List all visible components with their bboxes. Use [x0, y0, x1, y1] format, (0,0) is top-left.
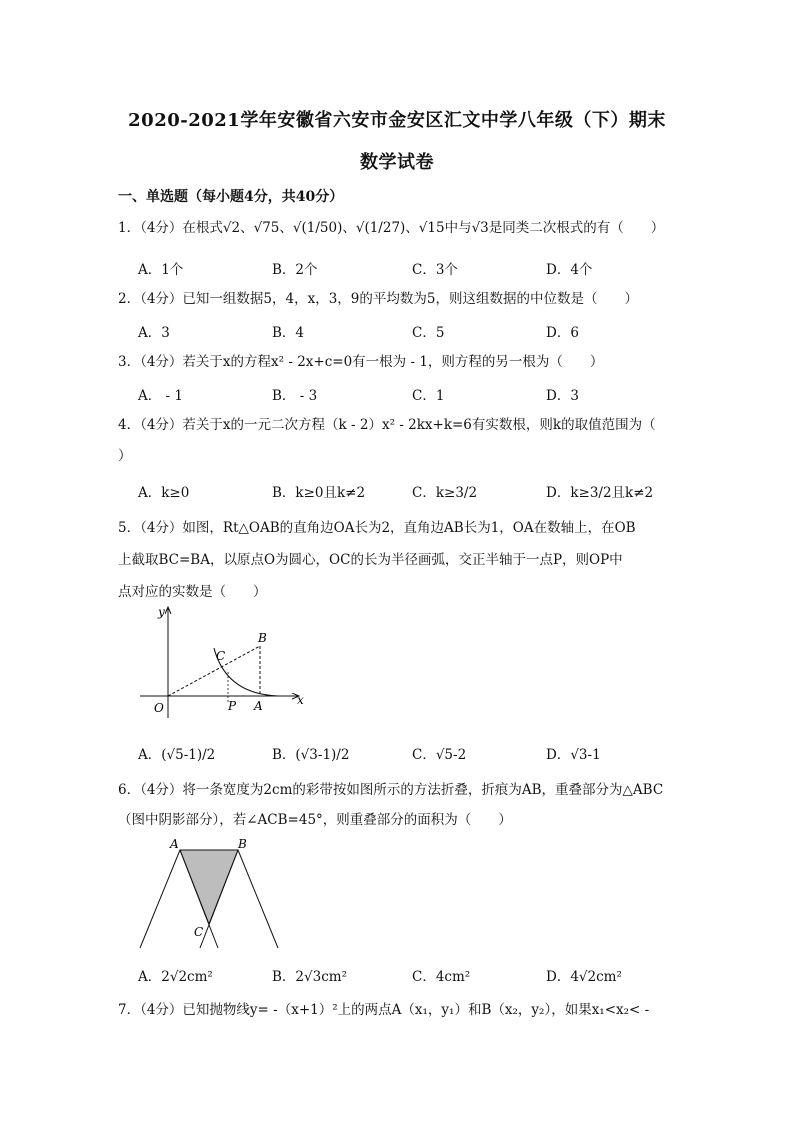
- question-2: 2．（4分）已知一组数据5，4，x，3，9的平均数为5，则这组数据的中位数是（ ）: [118, 291, 638, 307]
- exam-title-line1: 2020-2021学年安徽省六安市金安区汇文中学八年级（下）期末: [128, 110, 666, 131]
- option-a: A．3: [138, 325, 170, 341]
- option-d: D．k≥3/2且k≠2: [546, 485, 654, 501]
- option-d: D．√3-1: [546, 747, 601, 763]
- option-c: C．3个: [412, 262, 458, 278]
- option-d: D．6: [546, 325, 579, 341]
- question-3-options: [138, 384, 698, 406]
- label-b: B: [258, 631, 267, 645]
- question-1: 1．（4分）在根式√2、√75、√(1/50)、√(1/27)、√15中与√3是同类二次根式的有（ ）: [118, 220, 665, 236]
- section-heading: 一、单选题（每小题4分，共40分）: [118, 189, 344, 205]
- option-d: D．4√2cm²: [546, 969, 622, 985]
- option-c: C．4cm²: [412, 969, 471, 985]
- label-y: y: [158, 605, 165, 619]
- ribbon-right-outer: [238, 850, 278, 948]
- question-5-options: [138, 743, 698, 765]
- label-b: B: [238, 837, 247, 851]
- question-1-options: [138, 258, 698, 280]
- question-6-options: [138, 965, 698, 987]
- question-4-line2: ）: [118, 448, 132, 464]
- label-x: x: [297, 693, 304, 707]
- label-p: P: [228, 699, 237, 713]
- question-5-line3: 点对应的实数是（ ）: [118, 584, 267, 600]
- option-a: A．1个: [138, 262, 184, 278]
- question-5: 5．（4分）如图，Rt△OAB的直角边OA长为2，直角边AB长为1，OA在数轴上，在OB: [118, 520, 636, 536]
- question-5-line2: 上截取BC=BA，以原点O为圆心，OC的长为半径画弧，交正半轴于一点P，则OP中: [118, 552, 623, 568]
- question-7: 7．（4分）已知抛物线y= -（x+1）²上的两点A（x₁，y₁）和B（x₂，y₂），如果x₁<x₂< -: [118, 1002, 650, 1018]
- question-6-line2: （图中阴影部分），若∠ACB=45°，则重叠部分的面积为（ ）: [118, 812, 512, 828]
- shaded-triangle-abc: [180, 850, 238, 924]
- label-c: C: [194, 925, 204, 939]
- option-a: A．(√5-1)/2: [138, 747, 216, 763]
- label-a: A: [170, 837, 179, 851]
- question-4: 4．（4分）若关于x的一元二次方程（k - 2）x² - 2kx+k=6有实数根，则k的取值范围为（: [118, 417, 656, 433]
- option-c: C．√5-2: [412, 747, 467, 763]
- label-o: O: [154, 701, 164, 715]
- option-d: D．3: [546, 388, 579, 404]
- question-2-options: [138, 321, 698, 343]
- option-b: B．(√3-1)/2: [272, 747, 350, 763]
- question-5-figure: [130, 600, 320, 720]
- option-a: A．2√2cm²: [138, 969, 213, 985]
- option-c: C．1: [412, 388, 445, 404]
- option-c: C．5: [412, 325, 445, 341]
- question-4-options: [138, 481, 698, 503]
- option-b: B．k≥0且k≠2: [272, 485, 366, 501]
- option-b: B．4: [272, 325, 305, 341]
- ribbon-left-outer: [140, 850, 180, 948]
- option-b: B．2个: [272, 262, 318, 278]
- option-a: A．k≥0: [138, 485, 190, 501]
- question-6-figure: [130, 832, 290, 952]
- label-a: A: [254, 699, 263, 713]
- option-d: D．4个: [546, 262, 593, 278]
- option-c: C．k≥3/2: [412, 485, 478, 501]
- option-b: B． - 3: [272, 388, 318, 404]
- option-a: A． - 1: [138, 388, 183, 404]
- question-6: 6．（4分）将一条宽度为2cm的彩带按如图所示的方法折叠，折痕为AB，重叠部分为△ABC: [118, 782, 664, 798]
- option-b: B．2√3cm²: [272, 969, 347, 985]
- question-3: 3．（4分）若关于x的方程x² - 2x+c=0有一根为 - 1，则方程的另一根为（ ）: [118, 354, 604, 370]
- exam-title-line2: 数学试卷: [360, 152, 434, 173]
- label-c: C: [216, 649, 226, 663]
